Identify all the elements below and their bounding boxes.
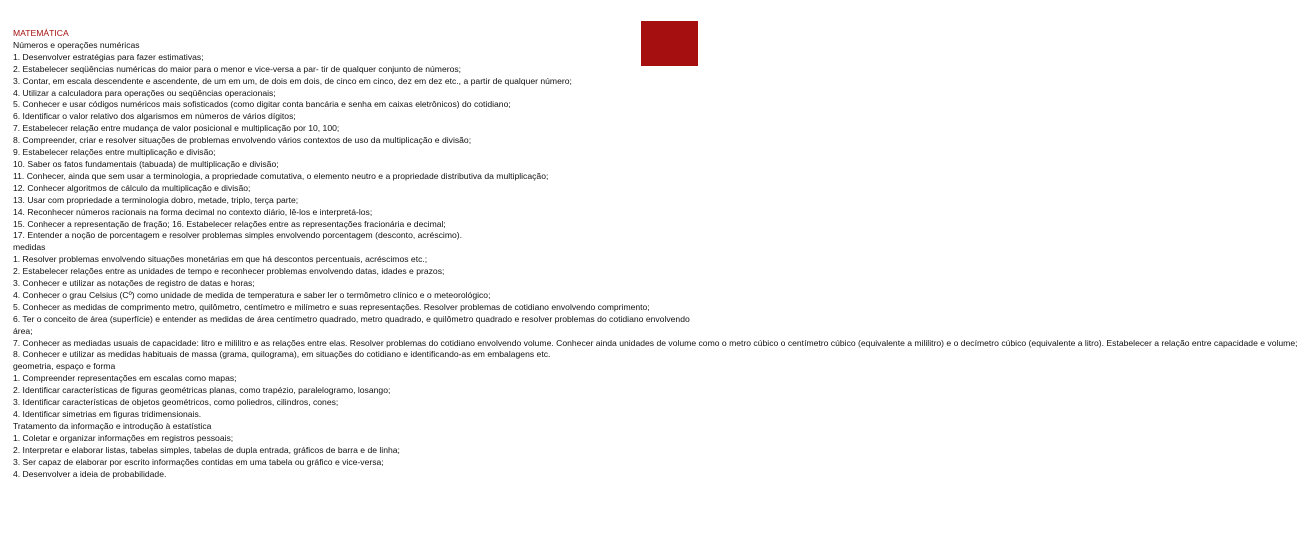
text-line: 2. Estabelecer relações entre as unidades de tempo e reconhecer problemas envolvendo datas, idades e prazos;	[13, 266, 445, 277]
text-line: 17. Entender a noção de porcentagem e resolver problemas simples envolvendo porcentagem (desconto, acréscimo).	[13, 230, 463, 241]
text-line: 5. Conhecer as medidas de comprimento metro, quilômetro, centímetro e milímetro e suas representações. Resolver problemas de cotidiano envolvendo comprimento;	[13, 301, 650, 312]
text-line: 14. Reconhecer números racionais na forma decimal no contexto diário, lê-los e interpretá-los;	[13, 206, 373, 217]
text-line: 2. Interpretar e elaborar listas, tabelas simples, tabelas de dupla entrada, gráficos de barra e de linha;	[13, 444, 400, 455]
text-line: 15. Conhecer a representação de fração; 16. Estabelecer relações entre as representações fracionária e decimal;	[13, 218, 446, 229]
text-line: 2. Identificar características de figuras geométricas planas, como trapézio, paralelogramo, losango;	[13, 385, 391, 396]
text-line: 13. Usar com propriedade a terminologia dobro, metade, triplo, terça parte;	[13, 194, 299, 205]
text-line: 1. Desenvolver estratégias para fazer estimativas;	[13, 51, 204, 62]
text-line: medidas	[13, 242, 46, 253]
text-line: 3. Conhecer e utilizar as notações de registro de datas e horas;	[13, 278, 255, 289]
text-line: 8. Conhecer e utilizar as medidas habituais de massa (grama, quilograma), em situações do cotidiano e identificando-as em embalagens etc.	[13, 349, 551, 360]
text-line: 3. Identificar características de objetos geométricos, como poliedros, cilindros, cones;	[13, 397, 339, 408]
text-line: 11. Conhecer, ainda que sem usar a terminologia, a propriedade comutativa, o elemento neutro e a propriedade distributiva da multiplicação;	[13, 170, 549, 181]
text-line: 7. Estabelecer relação entre mudança de valor posicional e multiplicação por 10, 100;	[13, 123, 340, 134]
text-line: 3. Contar, em escala descendente e ascendente, de um em um, de dois em dois, de cinco em cinco, dez em dez etc., a partir de qualquer número;	[13, 75, 572, 86]
text-line: 9. Estabelecer relações entre multiplicação e divisão;	[13, 147, 216, 158]
document-title: MATEMÁTICA	[13, 28, 69, 38]
text-line: 8. Compreender, criar e resolver situações de problemas envolvendo vários contextos de uso da multiplicação e divisão;	[13, 135, 472, 146]
text-line: 4. Conhecer o grau Celsius (Cº) como unidade de medida de temperatura e saber ler o termômetro clínico e o meteorológico;	[13, 289, 491, 300]
text-line: 7. Conhecer as mediadas usuais de capacidade: litro e mililitro e as relações entre elas. Resolver problemas do cotidiano envolvendo volume. Conhecer ainda unidades de volume como o metro cúbico o centímetro cúbico (equivalente a mililitro) e o decímetro cúbico (equivalente a litro). Estabelecer a relação entre capacidade e volume;	[13, 337, 1298, 348]
text-line: 10. Saber os fatos fundamentais (tabuada) de multiplicação e divisão;	[13, 158, 279, 169]
text-line: 5. Conhecer e usar códigos numéricos mais sofisticados (como digitar conta bancária e senha em caixas eletrônicos) do cotidiano;	[13, 99, 511, 110]
text-line: 1. Coletar e organizar informações em registros pessoais;	[13, 432, 234, 443]
text-line: 12. Conhecer algoritmos de cálculo da multiplicação e divisão;	[13, 182, 251, 193]
text-line: 4. Identificar simetrias em figuras tridimensionais.	[13, 409, 202, 419]
text-line: 3. Ser capaz de elaborar por escrito informações contidas em uma tabela ou gráfico e vice-versa;	[13, 456, 384, 467]
text-line: geometria, espaço e forma	[13, 361, 116, 372]
text-line: Tratamento da informação e introdução à estatística	[13, 420, 212, 431]
text-line: 4. Utilizar a calculadora para operações ou seqüências operacionais;	[13, 87, 276, 98]
document-text	[13, 28, 1298, 480]
text-line: 6. Ter o conceito de área (superfície) e entender as medidas de área centímetro quadrado, metro quadrado, e quilômetro quadrado e resolver problemas do cotidiano envolvendo área;	[13, 313, 690, 336]
text-line: Números e operações numéricas	[13, 39, 140, 50]
text-line: 4. Desenvolver a ideia de probabilidade.	[13, 468, 167, 479]
text-line: 6. Identificar o valor relativo dos algarismos em números de vários dígitos;	[13, 111, 296, 122]
text-line: 1. Resolver problemas envolvendo situações monetárias em que há descontos percentuais, acréscimos etc.;	[13, 254, 428, 265]
text-line: 2. Estabelecer seqüências numéricas do maior para o menor e vice-versa a par- tir de qualquer conjunto de números;	[13, 63, 462, 74]
text-line: 1. Compreender representações em escalas como mapas;	[13, 373, 237, 384]
